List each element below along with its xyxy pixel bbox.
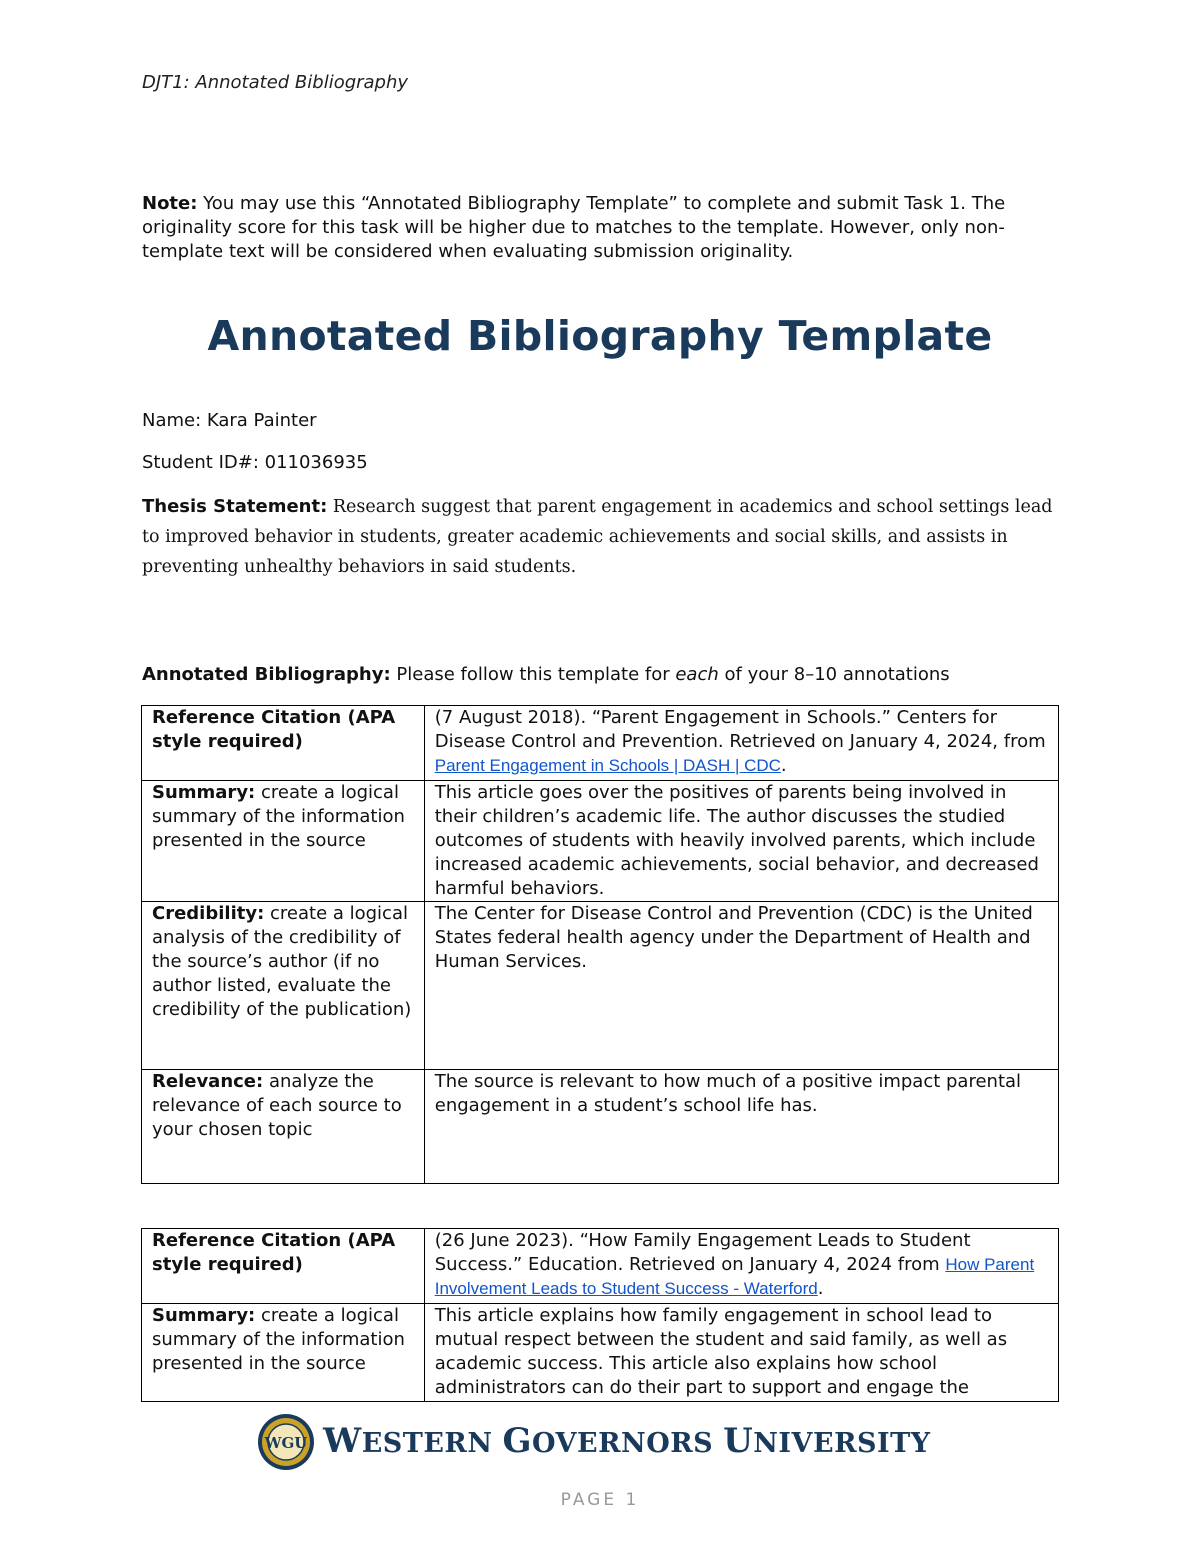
document-title: Annotated Bibliography Template xyxy=(207,312,993,360)
summary-cell: This article explains how family engagement in school lead to mutual respect between the student and said family, as well as academic success. This article also explains how school administrators can do their part to support and engage the xyxy=(424,1304,1058,1402)
thesis-statement xyxy=(142,492,1062,582)
bibliography-intro xyxy=(142,664,950,685)
bibliography-intro-label: Annotated Bibliography: xyxy=(142,664,391,685)
table-row xyxy=(142,781,1059,902)
citation-end: . xyxy=(817,1278,824,1299)
summary-label: Summary: xyxy=(152,782,256,803)
wordmark-part: U xyxy=(723,1421,754,1461)
template-note xyxy=(142,192,1062,264)
wgu-seal-icon xyxy=(257,1413,315,1471)
citation-cell xyxy=(424,1229,1058,1304)
relevance-description: analyze the relevance of each source to your chosen topic xyxy=(152,1071,402,1140)
citation-end: . xyxy=(780,755,787,776)
wgu-wordmark xyxy=(323,1421,931,1461)
citation-label: Reference Citation (APA style required) xyxy=(152,707,396,752)
bibliography-intro-text: Please follow this template for xyxy=(390,664,676,685)
page-number: PAGE 1 xyxy=(560,1490,640,1510)
citation-text: (7 August 2018). “Parent Engagement in Schools.” Centers for Disease Control and Prevention. Retrieved on January 4, 2024, from xyxy=(434,707,1046,752)
seal-letters: WGU xyxy=(264,1434,308,1452)
citation-label-cell xyxy=(142,1229,425,1304)
annotation-table-2 xyxy=(141,1228,1059,1402)
thesis-label: Thesis Statement: xyxy=(142,496,328,517)
wordmark-part: ESTERN xyxy=(361,1428,503,1459)
student-id: Student ID#: 011036935 xyxy=(142,452,368,473)
bibliography-intro-text-end: of your 8–10 annotations xyxy=(718,664,950,685)
wordmark-part: G xyxy=(502,1421,533,1461)
citation-text: (26 June 2023). “How Family Engagement Leads to Student Success.” Education. Retrieved on January 4, 2024 from xyxy=(434,1230,971,1275)
summary-label-cell xyxy=(142,1304,425,1402)
wgu-logo xyxy=(257,1413,931,1473)
bibliography-intro-emphasis: each xyxy=(675,664,719,685)
table-row xyxy=(142,706,1059,781)
relevance-label: Relevance: xyxy=(152,1071,264,1092)
annotation-table-1 xyxy=(141,705,1059,1184)
page-header: DJT1: Annotated Bibliography xyxy=(142,72,409,93)
credibility-label-cell xyxy=(142,902,425,1070)
citation-link[interactable]: How Parent Involvement Leads to Student Success - Waterford xyxy=(434,1255,1035,1298)
citation-label: Reference Citation (APA style required) xyxy=(152,1230,396,1275)
table-row xyxy=(142,902,1059,1070)
summary-description: create a logical summary of the information presented in the source xyxy=(152,782,405,851)
wordmark-part: NIVERSITY xyxy=(753,1428,931,1459)
table-row xyxy=(142,1070,1059,1184)
summary-description: create a logical summary of the information presented in the source xyxy=(152,1305,405,1374)
wordmark-part: OVERNORS xyxy=(532,1428,724,1459)
credibility-cell: The Center for Disease Control and Prevention (CDC) is the United States federal health agency under the Department of Health and Human Services. xyxy=(424,902,1058,1070)
note-text: You may use this “Annotated Bibliography Template” to complete and submit Task 1. The originality score for this task will be higher due to matches to the template. However, only non-template text will be considered when evaluating submission originality. xyxy=(142,193,1006,262)
student-name: Name: Kara Painter xyxy=(142,410,317,431)
relevance-label-cell xyxy=(142,1070,425,1184)
summary-label-cell xyxy=(142,781,425,902)
table-row xyxy=(142,1304,1059,1402)
note-label: Note: xyxy=(142,193,198,214)
thesis-text: Research suggest that parent engagement in academics and school settings lead to improved behavior in students, greater academic achievements and social skills, and assists in preventing unhealthy behaviors in said students. xyxy=(142,497,1053,577)
citation-label-cell xyxy=(142,706,425,781)
summary-label: Summary: xyxy=(152,1305,256,1326)
wordmark-part: W xyxy=(323,1421,362,1461)
credibility-description: create a logical analysis of the credibility of the source’s author (if no author listed, evaluate the credibility of the publication) xyxy=(152,903,412,1020)
relevance-cell: The source is relevant to how much of a positive impact parental engagement in a student’s school life has. xyxy=(424,1070,1058,1184)
summary-cell: This article goes over the positives of parents being involved in their children’s academic life. The author discusses the studied outcomes of students with heavily involved parents, which include increased academic achievements, social behavior, and decreased harmful behaviors. xyxy=(424,781,1058,902)
table-row xyxy=(142,1229,1059,1304)
citation-link[interactable]: Parent Engagement in Schools | DASH | CDC xyxy=(434,756,781,775)
citation-cell xyxy=(424,706,1058,781)
credibility-label: Credibility: xyxy=(152,903,265,924)
